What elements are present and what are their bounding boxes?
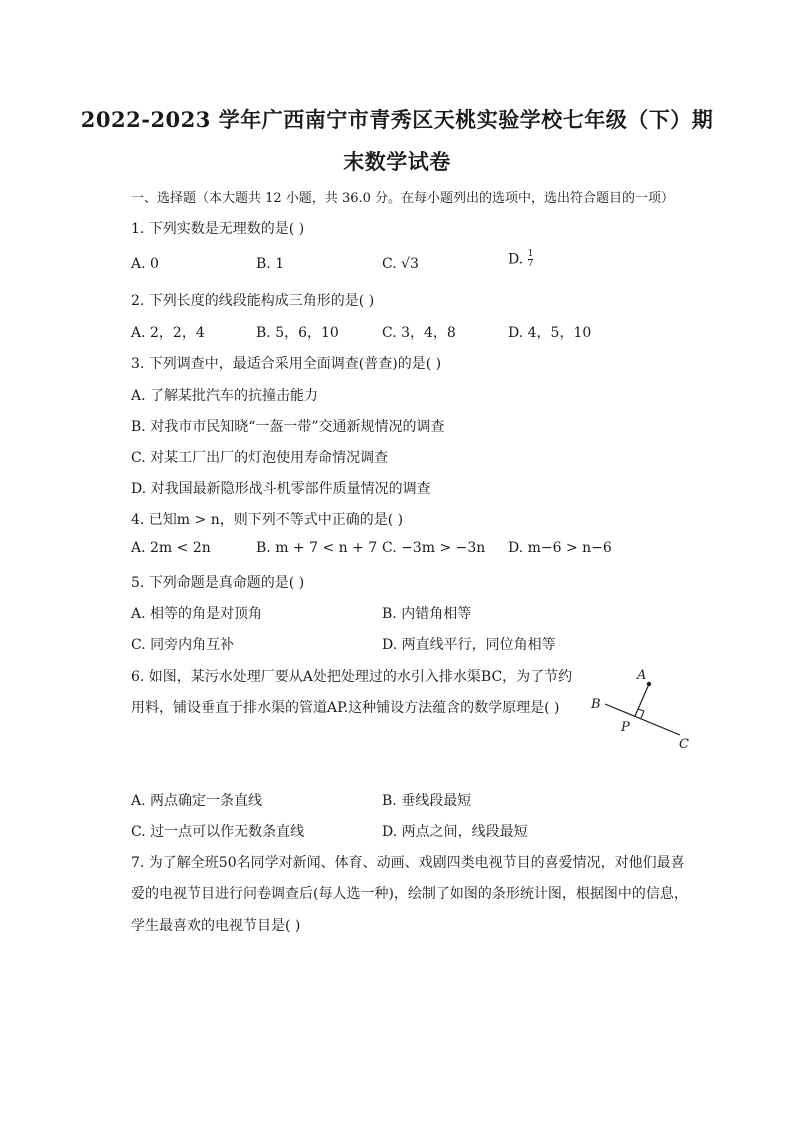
question-3-option-d: D. 对我国最新隐形战斗机零部件质量情况的调查: [131, 481, 431, 497]
question-3-option-b: B. 对我市市民知晓“一盔一带”交通新规情况的调查: [131, 419, 445, 435]
question-1-option-b: B. 1: [256, 256, 285, 272]
label-p: P: [621, 720, 630, 735]
question-2-stem: 2. 下列长度的线段能构成三角形的是( ): [131, 293, 375, 309]
question-5-option-c: C. 同旁内角互补: [131, 637, 235, 653]
question-5-stem: 5. 下列命题是真命题的是( ): [131, 575, 305, 591]
question-3-stem: 3. 下列调查中，最适合采用全面调查(普查)的是( ): [131, 356, 442, 372]
question-4-option-d: D. m−6 > n−6: [508, 540, 612, 556]
label-c: C: [679, 737, 689, 752]
question-6-option-c: C. 过一点可以作无数条直线: [131, 824, 305, 840]
question-7-line2: 爱的电视节目进行问卷调查后(每人选一种)，绘制了如图的条形统计图，根据图中的信息，: [131, 886, 688, 902]
question-2-option-c: C. 3，4，8: [382, 325, 456, 341]
question-4-stem: 4. 已知m > n，则下列不等式中正确的是( ): [131, 512, 404, 528]
question-6-stem-line1: 6. 如图，某污水处理厂要从A处把处理过的水引入排水渠BC，为了节约: [131, 669, 573, 685]
section-heading: 一、选择题（本大题共 12 小题，共 36.0 分。在每小题列出的选项中，选出符合题目的一项）: [131, 191, 675, 206]
segment-ap: [635, 684, 649, 716]
question-4-option-a: A. 2m < 2n: [131, 540, 211, 556]
question-7-line1: 7. 为了解全班50名同学对新闻、体育、动画、戏剧四类电视节目的喜爱情况，对他们最喜: [131, 855, 685, 871]
question-2-option-d: D. 4，5，10: [508, 325, 592, 341]
line-bc: [605, 704, 680, 735]
question-5-option-d: D. 两直线平行，同位角相等: [382, 637, 556, 653]
question-5-option-a: A. 相等的角是对顶角: [131, 606, 263, 622]
point-a: [647, 682, 651, 686]
question-1-option-c: C. √3: [382, 256, 419, 272]
question-4-option-c: C. −3m > −3n: [382, 540, 486, 556]
question-2-option-b: B. 5，6，10: [256, 325, 339, 341]
question-3-option-c: C. 对某工厂出厂的灯泡使用寿命情况调查: [131, 450, 389, 466]
question-1-option-a: A. 0: [131, 256, 159, 272]
right-angle-mark: [638, 709, 644, 718]
fraction: $\frac{1}{7}$: [527, 249, 534, 269]
exam-title-line1: 2022-2023 学年广西南宁市青秀区天桃实验学校七年级（下）期: [80, 107, 714, 132]
question-2-option-a: A. 2，2，4: [131, 325, 205, 341]
question-4-option-b: B. m + 7 < n + 7: [256, 540, 378, 556]
label-a: A: [637, 668, 647, 683]
perpendicular-figure: [585, 665, 705, 755]
question-6-stem-line2: 用料，铺设垂直于排水渠的管道AP.这种铺设方法蕴含的数学原理是( ): [131, 700, 560, 716]
question-1-option-d: D. $\frac{1}{7}$: [508, 249, 534, 269]
question-1-stem: 1. 下列实数是无理数的是( ): [131, 221, 305, 237]
label-b: B: [591, 697, 601, 712]
question-3-option-a: A. 了解某批汽车的抗撞击能力: [131, 388, 319, 404]
question-6-option-d: D. 两点之间，线段最短: [382, 824, 528, 840]
question-7-line3: 学生最喜欢的电视节目是( ): [131, 918, 301, 934]
exam-title-line2: 末数学试卷: [343, 149, 451, 174]
sqrt-expression: √3: [401, 256, 419, 272]
question-6-option-b: B. 垂线段最短: [382, 793, 472, 809]
question-6-option-a: A. 两点确定一条直线: [131, 793, 263, 809]
question-5-option-b: B. 内错角相等: [382, 606, 472, 622]
